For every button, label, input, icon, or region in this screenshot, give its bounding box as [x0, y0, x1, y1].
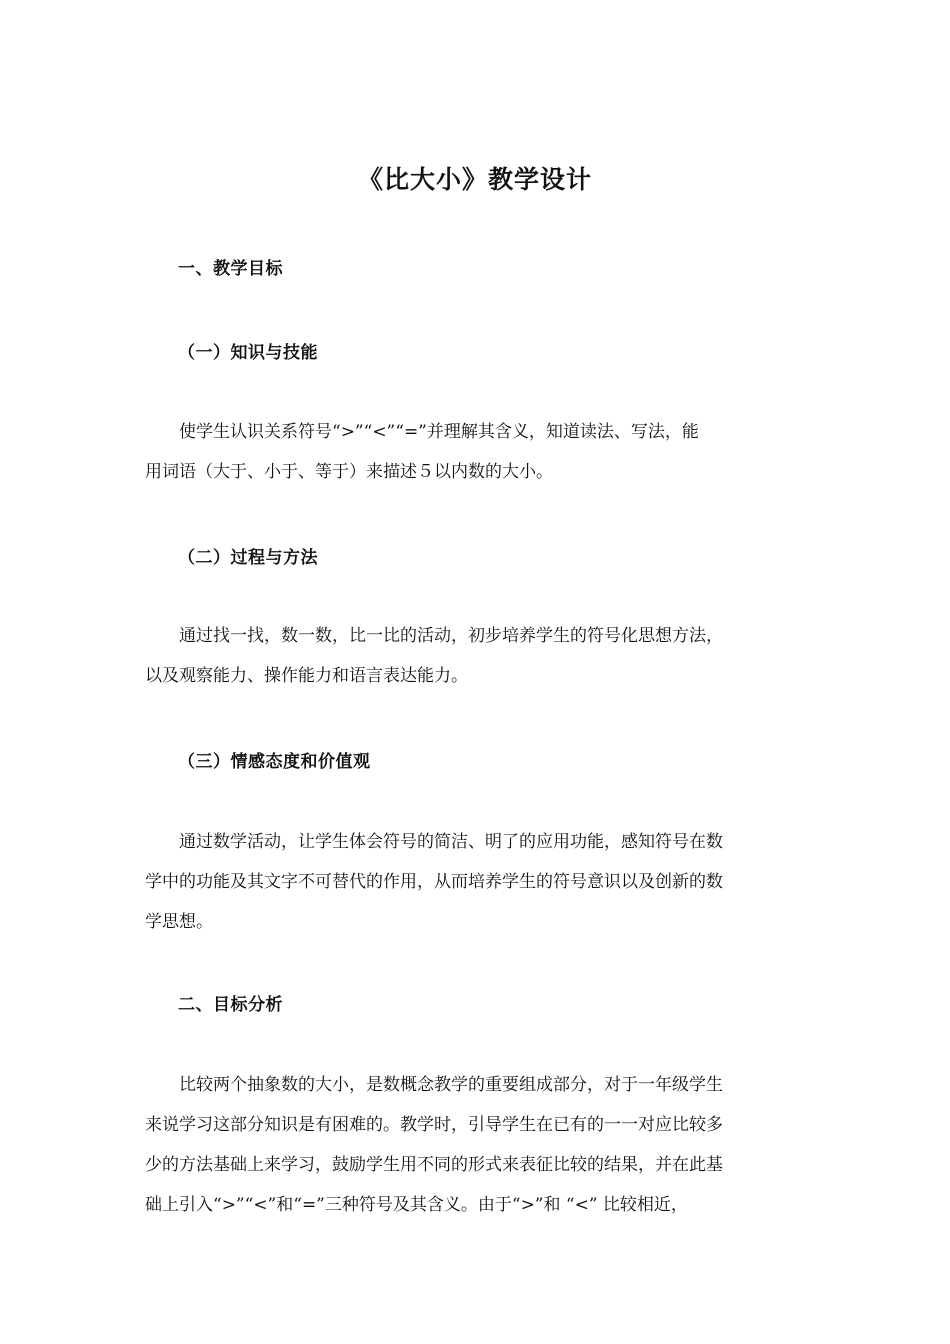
paragraph-line: 以及观察能力、操作能力和语言表达能力。 [145, 666, 468, 686]
paragraph-process-methods [145, 616, 815, 696]
section-heading-objective-analysis: 二、目标分析 [178, 995, 283, 1015]
paragraph-emotional-values [145, 822, 815, 942]
document-title: 《比大小》教学设计 [357, 165, 592, 194]
paragraph-line: 比较两个抽象数的大小，是数概念教学的重要组成部分，对于一年级学生 [179, 1075, 723, 1095]
paragraph-line: 通过数学活动，让学生体会符号的简洁、明了的应用功能，感知符号在数 [179, 832, 723, 852]
paragraph-line: 础上引入“>”“<”和“=”三种符号及其含义。由于“>”和 “<” 比较相近， [145, 1195, 688, 1215]
paragraph-line: 使学生认识关系符号“>”“<”“=”并理解其含义，知道读法、写法，能 [179, 422, 699, 442]
paragraph-objective-analysis [145, 1065, 815, 1225]
paragraph-line: 通过找一找，数一数，比一比的活动，初步培养学生的符号化思想方法， [179, 626, 723, 646]
subsection-heading-process-methods: （二）过程与方法 [178, 548, 318, 568]
paragraph-line: 学思想。 [145, 912, 213, 932]
section-heading-teaching-objectives: 一、教学目标 [178, 259, 283, 279]
paragraph-line: 少的方法基础上来学习，鼓励学生用不同的形式来表征比较的结果，并在此基 [145, 1155, 723, 1175]
subsection-heading-knowledge-skills: （一）知识与技能 [178, 343, 318, 363]
paragraph-line: 来说学习这部分知识是有困难的。教学时，引导学生在已有的一一对应比较多 [145, 1115, 723, 1135]
paragraph-line: 用词语（大于、小于、等于）来描述５以内数的大小。 [145, 462, 553, 482]
paragraph-knowledge-skills [145, 412, 815, 492]
paragraph-line: 学中的功能及其文字不可替代的作用，从而培养学生的符号意识以及创新的数 [145, 872, 723, 892]
subsection-heading-emotional-values: （三）情感态度和价值观 [178, 752, 371, 772]
